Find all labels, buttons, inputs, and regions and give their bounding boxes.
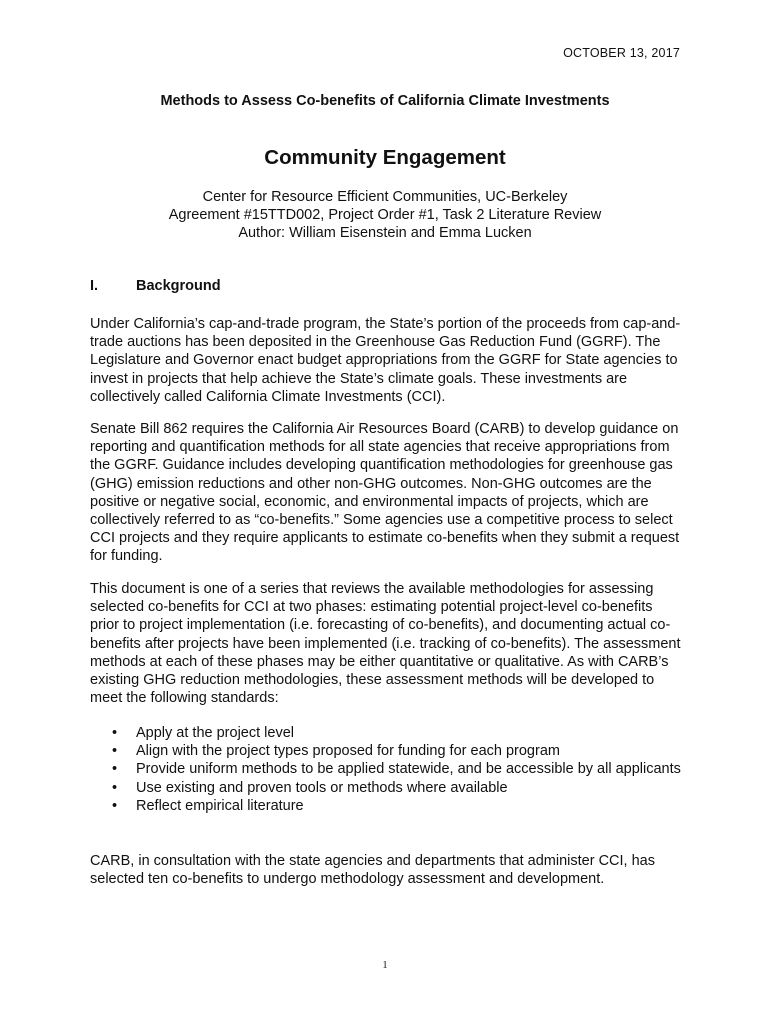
bullet-icon: •: [112, 725, 118, 741]
list-item-text: Reflect empirical literature: [136, 797, 304, 814]
bullet-icon: •: [112, 797, 118, 814]
section-heading: [90, 278, 221, 294]
list-item: [90, 724, 684, 742]
series-title: Methods to Assess Co-benefits of California Climate Investments: [160, 93, 610, 109]
standards-list: [90, 724, 684, 815]
page-number: 1: [382, 960, 388, 971]
list-item-text: Provide uniform methods to be applied statewide, and be accessible by all applicants: [136, 761, 681, 778]
list-item: [90, 742, 684, 760]
list-item-text: Use existing and proven tools or methods where available: [136, 779, 508, 796]
paragraph: Senate Bill 862 requires the California Air Resources Board (CARB) to develop guidance on reporting and quantification methods for all state agencies that receive appropriations from the GGRF. Guidance includes developing quantification methodologies for greenhouse gas (GHG) emission reductions and other non-GHG outcomes. Non-GHG outcomes are the positive or negative social, economic, and environmental impacts of projects, which are collectively referred to as “co-benefits.” Some agencies use a competitive process to select CCI projects and they require applicants to estimate co-benefits when they submit a request for funding.: [90, 421, 680, 565]
list-item: [90, 797, 684, 815]
bullet-icon: •: [112, 761, 118, 778]
list-item-text: Apply at the project level: [136, 725, 294, 741]
section-title: Background: [136, 278, 221, 294]
page-title: Community Engagement: [264, 146, 506, 169]
closing-paragraph: CARB, in consultation with the state agencies and departments that administer CCI, has selected ten co-benefits to undergo methodology assessment and development.: [90, 853, 655, 888]
credits-organization: Center for Resource Efficient Communities, UC-Berkeley: [202, 189, 568, 205]
bullet-icon: •: [112, 779, 118, 796]
credits-agreement: Agreement #15TTD002, Project Order #1, Task 2 Literature Review: [168, 207, 602, 223]
bullet-icon: •: [112, 743, 118, 760]
section-number: I.: [90, 278, 99, 294]
document-date: OCTOBER 13, 2017: [563, 46, 680, 60]
list-item: [90, 760, 684, 778]
paragraph: This document is one of a series that reviews the available methodologies for assessing selected co-benefits for CCI at two phases: estimating potential project-level co-benefits prior to project implementation (i.e. forecasting of co-benefits), and documenting actual co-benefits after projects have been implemented (i.e. tracking of co-benefits). The assessment methods at each of these phases may be either quantitative or qualitative. As with CARB’s existing GHG reduction methodologies, these assessment methods will be developed to meet the following standards:: [90, 581, 681, 707]
list-item-text: Align with the project types proposed for funding for each program: [136, 743, 560, 760]
paragraph: Under California’s cap-and-trade program, the State’s portion of the proceeds from cap-and-trade auctions has been deposited in the Greenhouse Gas Reduction Fund (GGRF). The Legislature and Governor enact budget appropriations from the GGRF for State agencies to invest in projects that help achieve the State’s climate goals. These investments are collectively called California Climate Investments (CCI).: [90, 316, 681, 405]
credits-authors: Author: William Eisenstein and Emma Lucken: [238, 225, 532, 241]
credits-block: [0, 188, 770, 242]
list-item: [90, 779, 684, 797]
